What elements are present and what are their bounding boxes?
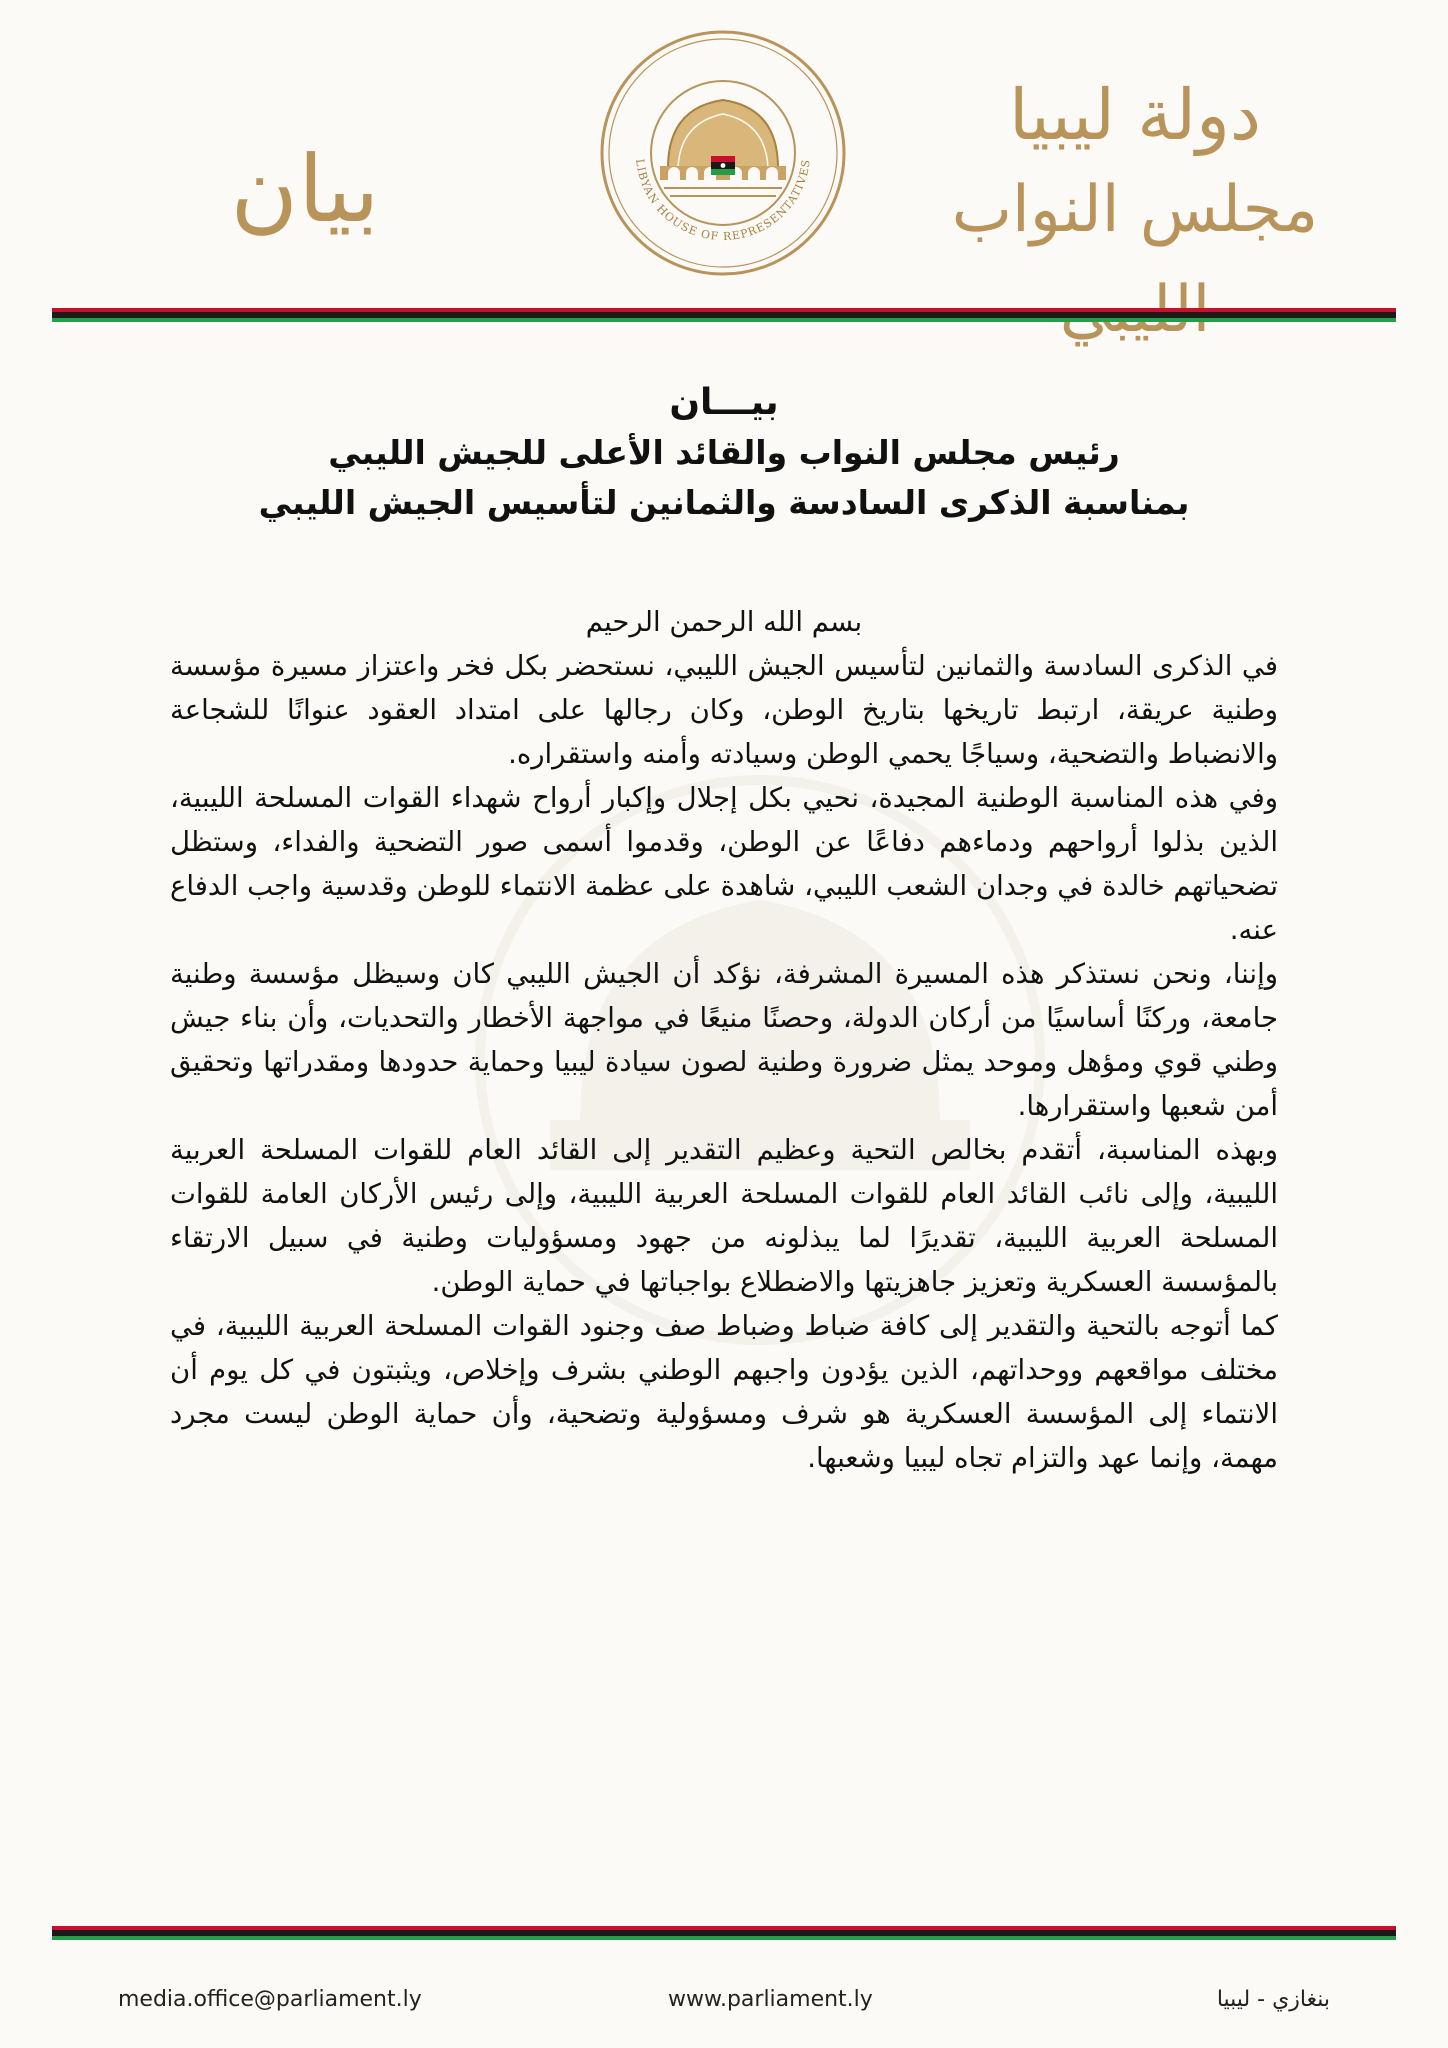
top-flag-divider bbox=[52, 308, 1396, 322]
seal-emblem-icon bbox=[598, 28, 848, 278]
paragraph: وإننا، ونحن نستذكر هذه المسيرة المشرفة، نؤكد أن الجيش الليبي كان وسيظل مؤسسة وطنية جامعة، وركنًا أساسيًا من أركان الدولة، وحصنًا منيعًا في مواجهة الأخطار والتحديات، وأن بناء جيش وطني قوي ومؤهل وموحد يمثل ضرورة وطنية لصون سيادة ليبيا وحماية حدودها ومقدراتها وتحقيق أمن شعبها واستقرارها. bbox=[170, 958, 1278, 1122]
statement-occasion-line: بمناسبة الذكرى السادسة والثمانين لتأسيس الجيش الليبي bbox=[258, 483, 1190, 522]
state-name-line: دولة ليبيا bbox=[1008, 74, 1262, 156]
parliament-name-line: مجلس النواب bbox=[951, 173, 1319, 247]
statement-title: بيـــان bbox=[669, 382, 779, 423]
statement-body bbox=[170, 600, 1278, 1480]
footer-email: media.office@parliament.ly bbox=[118, 1987, 422, 2012]
statement-titles bbox=[170, 378, 1278, 528]
footer-location: بنغازي - ليبيا bbox=[1216, 1987, 1330, 2012]
paragraph: كما أتوجه بالتحية والتقدير إلى كافة ضباط وضباط صف وجنود القوات المسلحة العربية الليبية، في مختلف مواقعهم ووحداتهم، الذين يؤدون واجبهم الوطني بشرف وإخلاص، ويثبتون في كل يوم أن الانتماء إلى المؤسسة العسكرية هو شرف ومسؤولية وتضحية، وأن حماية الوطن ليست مجرد مهمة، وإنما عهد والتزام تجاه ليبيا وشعبها. bbox=[170, 1310, 1278, 1474]
state-name-logo bbox=[935, 70, 1335, 280]
house-of-representatives-seal bbox=[598, 28, 848, 278]
letterhead bbox=[0, 0, 1448, 300]
footer-website: www.parliament.ly bbox=[668, 1987, 873, 2012]
paragraph: وفي هذه المناسبة الوطنية المجيدة، نحيي بكل إجلال وإكبار أرواح شهداء القوات المسلحة الليبية، الذين بذلوا أرواحهم ودماءهم دفاعًا عن الوطن، وقدموا أسمى صور التضحية والفداء، وستظل تضحياتهم خالدة في وجدان الشعب الليبي، شاهدة على عظمة الانتماء للوطن وقدسية واجب الدفاع عنه. bbox=[170, 782, 1278, 946]
bottom-flag-divider bbox=[52, 1926, 1396, 1940]
paragraph: في الذكرى السادسة والثمانين لتأسيس الجيش الليبي، نستحضر بكل فخر واعتزاز مسيرة مؤسسة وطنية عريقة، ارتبط تاريخها بتاريخ الوطن، وكان رجالها على امتداد العقود عنوانًا للشجاعة والانضباط والتضحية، وسياجًا يحمي الوطن وسيادته وأمنه واستقراره. bbox=[170, 650, 1278, 770]
paragraph: وبهذه المناسبة، أتقدم بخالص التحية وعظيم التقدير إلى القائد العام للقوات المسلحة العربية الليبية، وإلى نائب القائد العام للقوات المسلحة العربية الليبية، وإلى رئيس الأركان العامة للقوات المسلحة العربية الليبية، تقديرًا لما يبذلونه من جهود ومسؤوليات وطنية في سبيل الارتقاء بالمؤسسة العسكرية وتعزيز جاهزيتها والاضطلاع بواجباتها في حماية الوطن. bbox=[170, 1134, 1278, 1298]
seal-english-text: LIBYAN HOUSE OF REPRESENTATIVES bbox=[633, 158, 813, 244]
basmala: بسم الله الرحمن الرحيم bbox=[585, 606, 863, 638]
statement-author-line: رئيس مجلس النواب والقائد الأعلى للجيش الليبي bbox=[328, 433, 1120, 472]
footer bbox=[0, 1975, 1448, 2025]
statement-heading-logo: بيان bbox=[230, 136, 380, 243]
